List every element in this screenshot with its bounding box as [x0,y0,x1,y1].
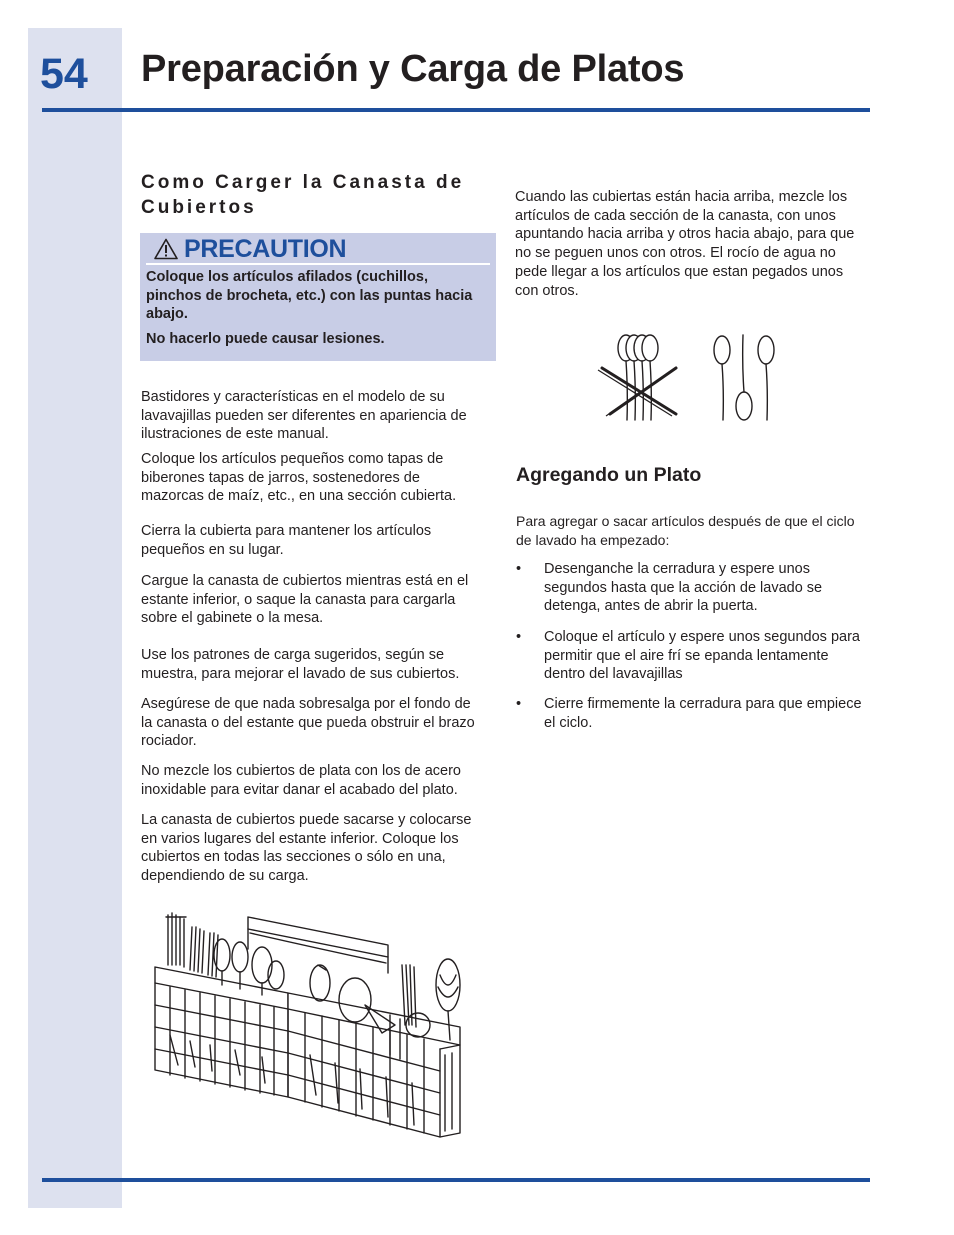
paragraph-3: Cierra la cubierta para mantener los artículos pequeños en su lugar. [141,523,432,558]
caution-box [140,233,496,361]
sub-heading: Agregando un Plato [516,464,702,486]
caution-label: PRECAUTION [184,234,347,263]
paragraph-2: Coloque los artículos pequeños como tapas de biberones tapas de jarros, sostenedores de mazorcas de maíz, etc., en una sección cubierta. [141,451,457,505]
paragraph-4: Cargue la canasta de cubiertos mientras está en el estante inferior, o saque la canasta para cargarla sobre el gabinete o la mesa. [141,573,469,627]
caution-line-1: Coloque los artículos afilados (cuchillos, pinchos de brocheta, etc.) con las puntas hacia abajo. [146,269,473,322]
bullet-icon: • [516,561,522,577]
header-rule [42,108,870,112]
spoons-nested-illustration [590,330,690,425]
warning-triangle-icon [154,238,178,260]
paragraph-5: Use los patrones de carga sugeridos, según se muestra, para mejorar el lavado de sus cubiertos. [141,647,460,682]
caution-title [154,235,346,263]
paragraph-1: Bastidores y características en el modelo de su lavavajillas pueden ser diferentes en apariencia de ilustraciones de este manual. [141,389,467,443]
silverware-basket-illustration [150,905,485,1155]
paragraph-8: La canasta de cubiertos puede sacarse y colocarse en varios lugares del estante inferior. Coloque los cubiertos en todas las secciones o sólo en una, dependiendo de su carga. [141,812,472,885]
list-item-text: Cierre firmemente la cerradura para que empiece el ciclo. [544,696,862,731]
spoons-alternated-illustration [708,330,788,425]
caution-divider [146,263,490,265]
page-title: Preparación y Carga de Platos [141,48,685,90]
list-item-text: Desenganche la cerradura y espere unos segundos hasta que la acción de lavado se detenga, antes de abrir la puerta. [544,561,823,615]
page-sidebar [28,28,122,1208]
footer-rule [42,1178,870,1182]
bullet-icon: • [516,696,522,712]
paragraph-7: No mezcle los cubiertos de plata con los de acero inoxidable para evitar danar el acabado del plato. [141,763,461,798]
lead-paragraph: Para agregar o sacar artículos después de que el ciclo de lavado ha empezado: [516,513,855,548]
paragraph-6: Asegúrese de que nada sobresalga por el fondo de la canasta o del estante que pueda obstruir el brazo rociador. [141,696,475,750]
caution-text [146,268,486,354]
section-heading: Como Carger la Canasta de Cubiertos [141,172,465,218]
list-item-text: Coloque el artículo y espere unos segundos para permitir que el aire frí se epanda lentamente dentro del lavavajillas [544,629,860,683]
bullet-icon: • [516,629,522,645]
page-number: 54 [40,50,88,98]
caution-line-2: No hacerlo puede causar lesiones. [146,330,385,347]
intro-paragraph: Cuando las cubiertas están hacia arriba, mezcle los artículos de cada sección de la canasta, con unos apuntando hacia arriba y otros hacia abajo, para que no se peguen unos con otros. El rocío de agua no pede llegar a los artículos que estan pegados unos con otros. [515,189,855,299]
